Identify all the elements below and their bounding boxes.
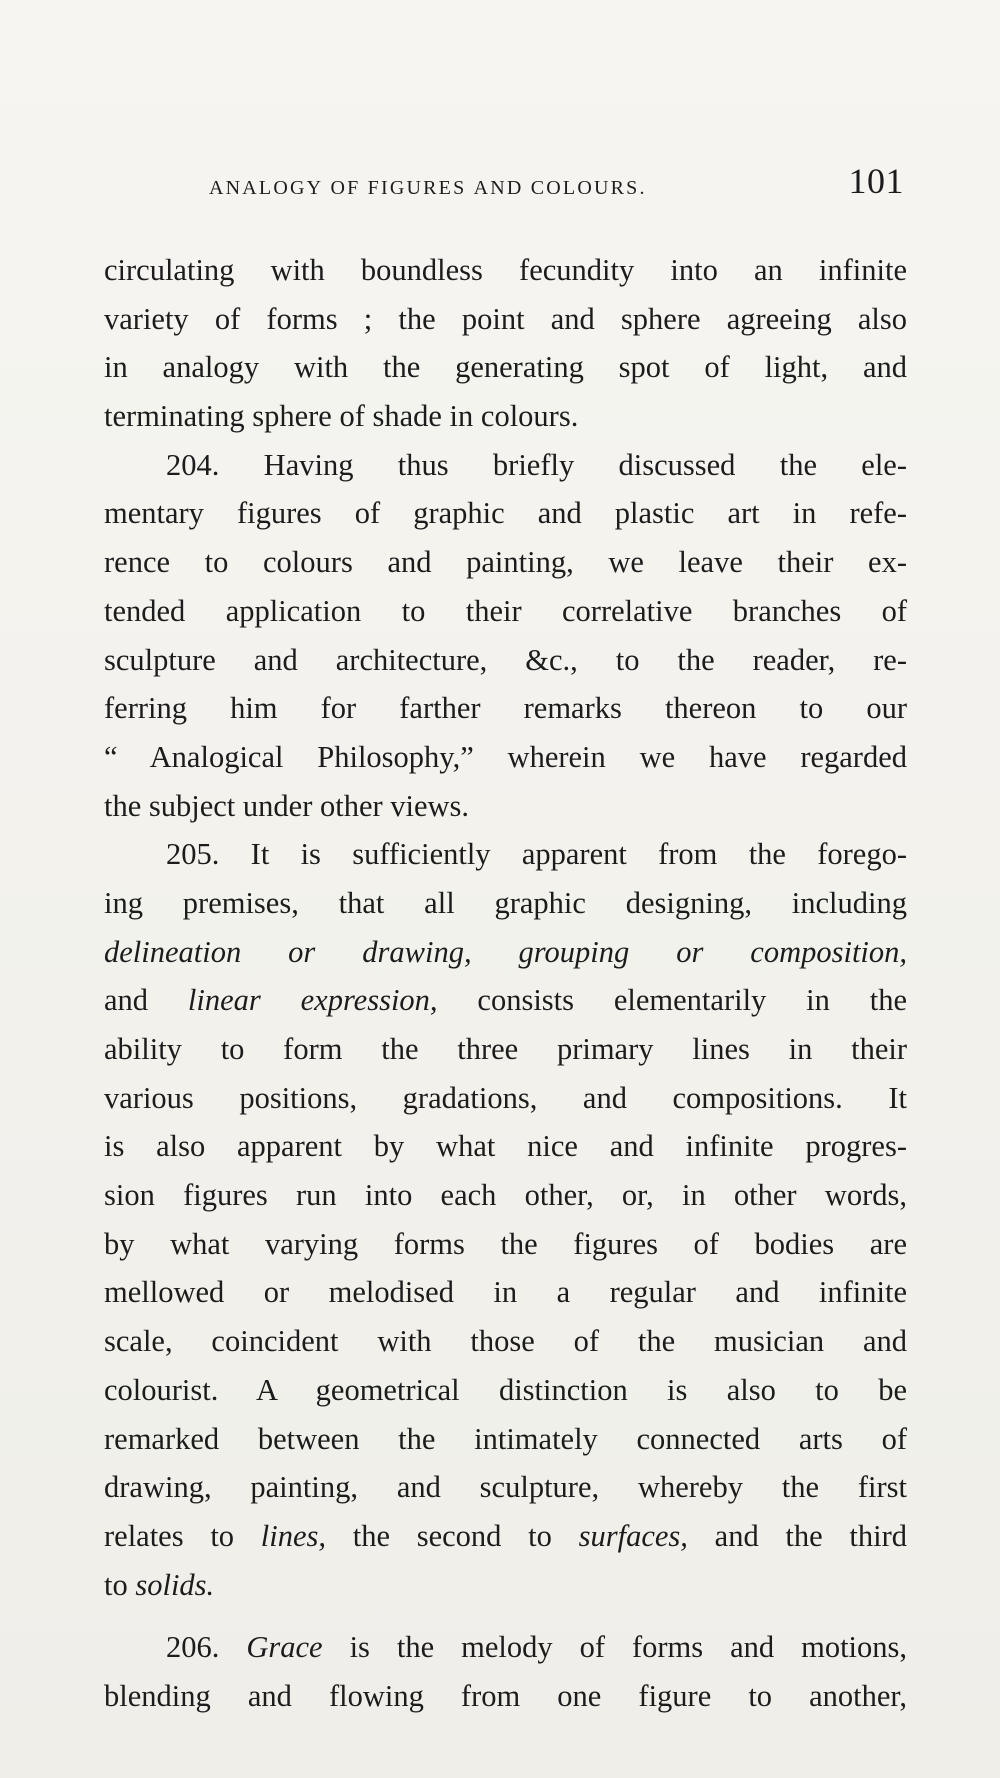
text-line: is also apparent by what nice and infinite progres- [104, 1129, 907, 1164]
paragraph-205-start: 205. It is sufficiently apparent from the forego- [166, 837, 907, 872]
text-line: colourist. A geometrical distinction is also to be [104, 1372, 907, 1407]
italic-word: Grace [246, 1630, 323, 1665]
text-line: sion figures run into each other, or, in other words, [104, 1178, 907, 1213]
text-segment: to [104, 1567, 128, 1602]
text-line: various positions, gradations, and compositions. It [104, 1080, 907, 1115]
paragraph-204-start: 204. Having thus briefly discussed the ele- [166, 447, 907, 482]
text-line: drawing, painting, and sculpture, whereby the first [104, 1470, 907, 1505]
text-line: blending and flowing from one figure to another, [104, 1678, 907, 1713]
paragraph-number: 206. [166, 1630, 220, 1665]
text-line: sculpture and architecture, &c., to the reader, re- [104, 642, 907, 677]
italic-phrase: grouping or composition, [518, 934, 908, 969]
body-text [104, 246, 907, 1721]
page-number: 101 [848, 161, 904, 201]
text-line: tended application to their correlative branches of [104, 593, 907, 628]
text-segment: the second to [352, 1518, 552, 1553]
text-line: ing premises, that all graphic designing, including [104, 885, 907, 920]
text-line [104, 1512, 907, 1561]
text-segment: and the third [714, 1518, 908, 1553]
text-line: ferring him for farther remarks thereon to our [104, 691, 907, 726]
italic-phrase: delineation or drawing, [104, 934, 472, 969]
text-segment: consists elementarily in the [477, 983, 907, 1018]
italic-word: lines, [260, 1518, 327, 1553]
text-line: rence to colours and painting, we leave their ex- [104, 545, 907, 580]
text-line [104, 976, 907, 1025]
italic-word: solids. [135, 1567, 215, 1602]
text-line: ability to form the three primary lines in their [104, 1032, 907, 1066]
paragraph-206-start [104, 1623, 907, 1672]
text-segment: relates to [104, 1518, 235, 1553]
text-line: mellowed or melodised in a regular and infinite [104, 1275, 907, 1310]
text-line: mentary figures of graphic and plastic art in refe- [104, 496, 907, 531]
text-line-italic [104, 928, 907, 977]
running-head [104, 160, 904, 204]
italic-word: surfaces, [578, 1518, 688, 1553]
text-line: the subject under other views. [104, 788, 470, 823]
text-line [104, 1561, 907, 1610]
text-line: in analogy with the generating spot of light, and [104, 350, 907, 385]
text-line: variety of forms ; the point and sphere agreeing also [104, 301, 907, 336]
text-line: scale, coincident with those of the musician and [104, 1324, 907, 1359]
text-line: terminating sphere of shade in colours. [104, 399, 579, 434]
running-title: analogy of figures and colours. [209, 170, 647, 201]
text-line: by what varying forms the figures of bodies are [104, 1226, 907, 1261]
text-line: remarked between the intimately connected arts of [104, 1421, 907, 1456]
text-line: “ Analogical Philosophy,” wherein we have regarded [104, 739, 907, 774]
italic-phrase: linear expression, [187, 983, 438, 1018]
text-segment: is the melody of forms and motions, [349, 1630, 908, 1665]
text-segment: and [104, 983, 149, 1018]
text-line: circulating with boundless fecundity into an infinite [104, 253, 907, 287]
